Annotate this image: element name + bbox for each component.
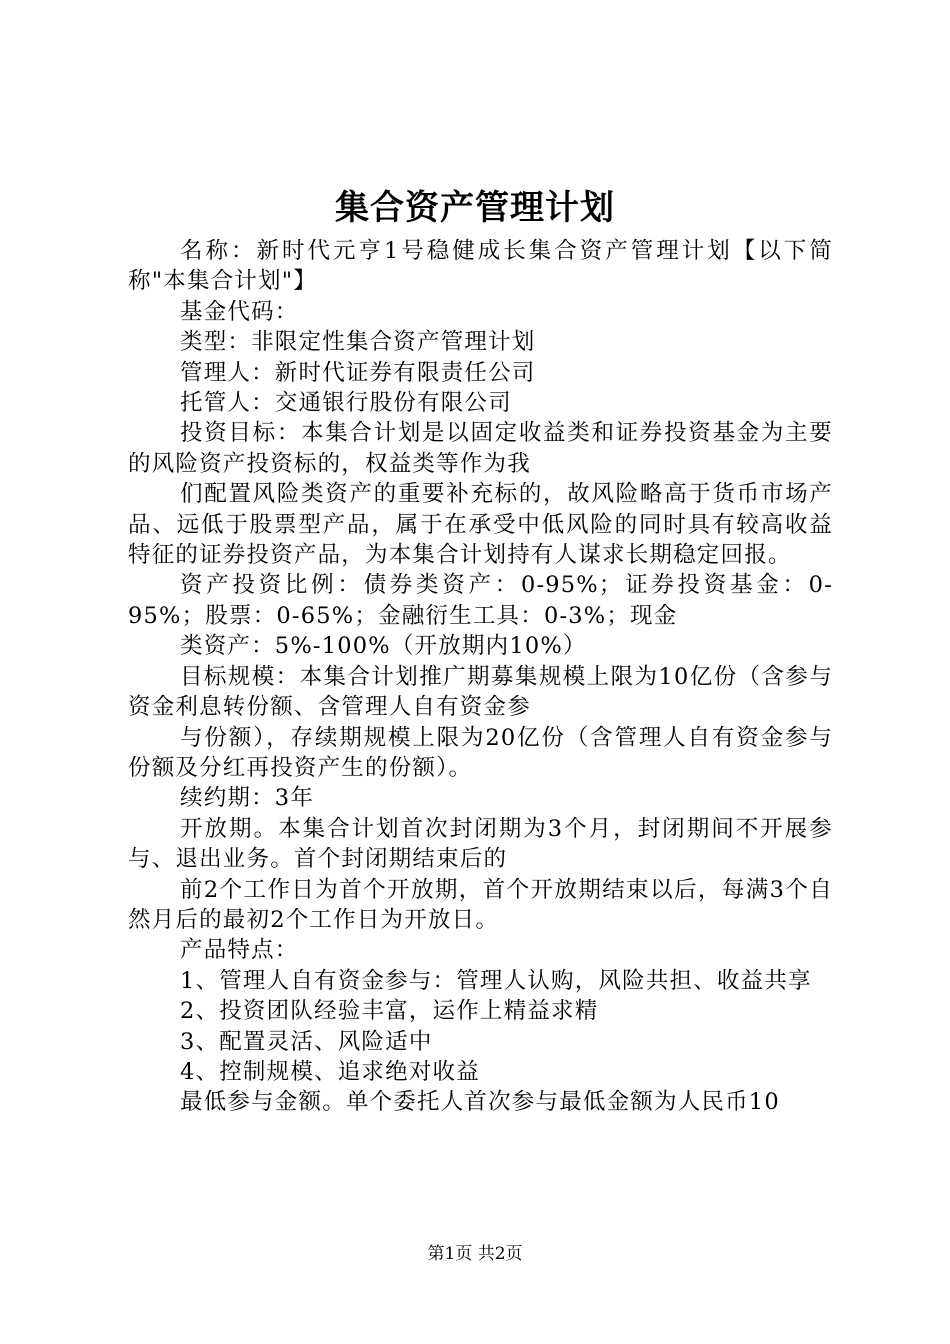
paragraph-open-period-cont: 前2个工作日为首个开放期，首个开放期结束以后，每满3个自然月后的最初2个工作日为开放日。 [128,876,833,933]
paragraph-asset-allocation-cont: 类资产：5%-100%（开放期内10%） [180,633,587,660]
paragraph-target-size-cont: 与份额），存续期规模上限为20亿份（含管理人自有资金参与份额及分红再投资产生的份额）。 [128,724,833,781]
paragraph-type: 类型：非限定性集合资产管理计划 [180,329,536,356]
document-body [128,236,833,1118]
paragraph-fund-code: 基金代码： [180,298,299,325]
paragraph-feature-1: 1、管理人自有资金参与：管理人认购，风险共担、收益共享 [180,967,812,994]
paragraph-open-period: 开放期。本集合计划首次封闭期为3个月，封闭期间不开展参与、退出业务。首个封闭期结束后的 [128,815,833,873]
paragraph-renewal-period: 续约期：3年 [180,785,315,812]
paragraph-investment-objective-cont: 们配置风险类资产的重要补充标的，故风险略高于货币市场产品、远低于股票型产品，属于在承受中低风险的同时具有较高收益特征的证券投资产品，为本集合计划持有人谋求长期稳定回报。 [128,481,833,569]
paragraph-feature-2: 2、投资团队经验丰富，运作上精益求精 [180,998,599,1025]
page-footer: 第1页 共2页 [427,1244,523,1264]
paragraph-asset-allocation: 资产投资比例：债券类资产：0-95%；证券投资基金：0-95%；股票：0-65%；金融衍生工具：0-3%；现金 [128,572,833,629]
paragraph-product-features: 产品特点： [180,937,299,964]
paragraph-target-size: 目标规模：本集合计划推广期募集规模上限为10亿份（含参与资金利息转份额、含管理人自有资金参 [128,663,833,721]
paragraph-minimum-amount: 最低参与金额。单个委托人首次参与最低金额为人民币10 [180,1089,780,1116]
paragraph-investment-objective: 投资目标：本集合计划是以固定收益类和证券投资基金为主要的风险资产投资标的，权益类等作为我 [128,420,833,477]
paragraph-manager: 管理人：新时代证券有限责任公司 [180,359,536,386]
document-title: 集合资产管理计划 [335,188,615,228]
paragraph-custodian: 托管人：交通银行股份有限公司 [180,390,512,417]
paragraph-name: 名称：新时代元亨1号稳健成长集合资产管理计划【以下简称"本集合计划"】 [128,238,833,295]
paragraph-feature-3: 3、配置灵活、风险适中 [180,1028,433,1055]
paragraph-feature-4: 4、控制规模、追求绝对收益 [180,1058,480,1085]
